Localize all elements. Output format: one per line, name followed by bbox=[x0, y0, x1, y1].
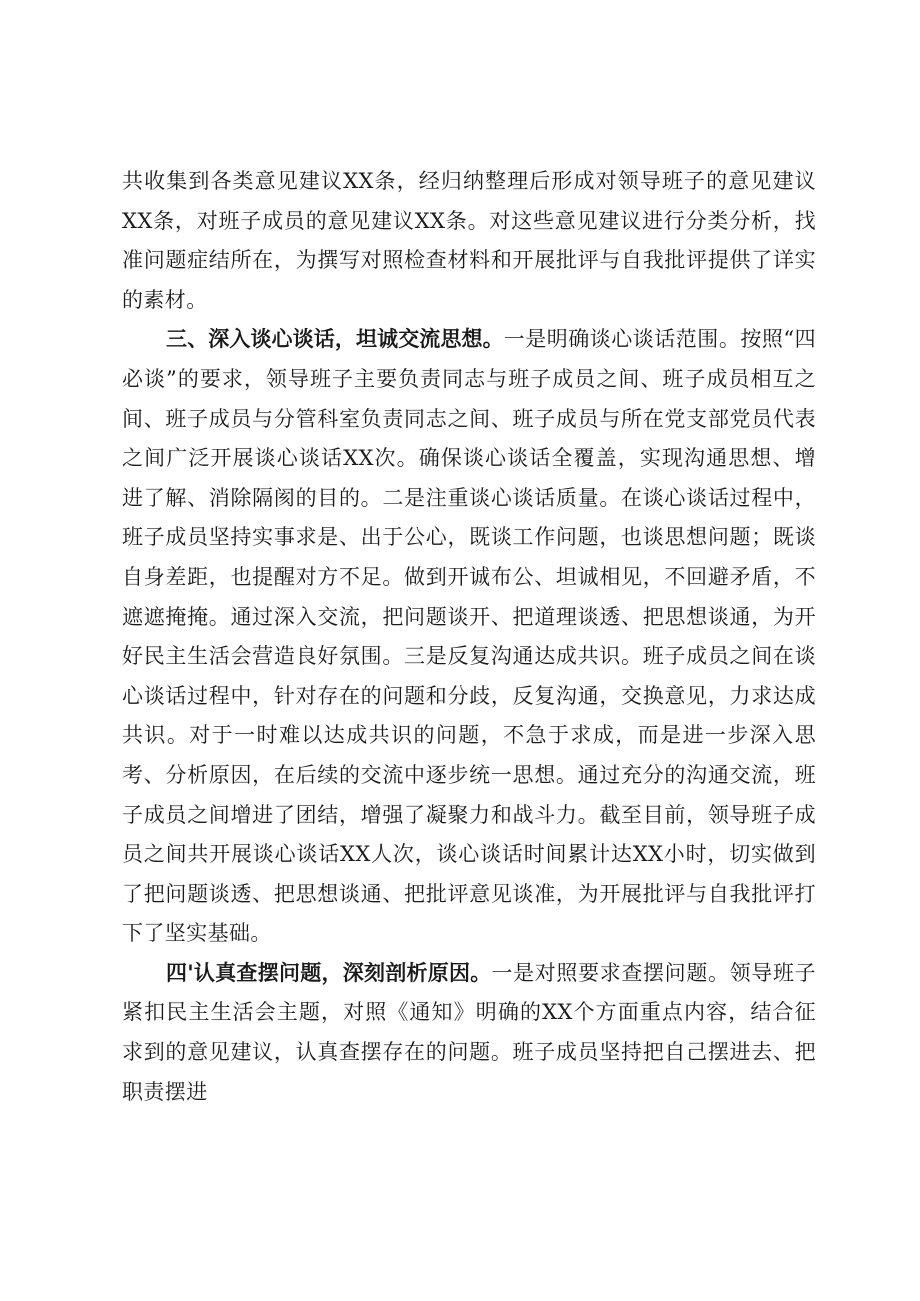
paragraph-3-text: 一是对照要求查摆问题。领导班子紧扣民主生活会主题，对照《通知》明确的XX个方面重点内容，结合征求到的意见建议，认真查摆存在的问题。班子成员坚持把自己摆进去、把职责摆进 bbox=[122, 960, 816, 1104]
paragraph-1-text: 共收集到各类意见建议XX条，经归纳整理后形成对领导班子的意见建议XX条，对班子成员的意见建议XX条。对这些意见建议进行分类分析，找准问题症结所在，为撰写对照检查材料和开展批评与自我批评提供了详实的素材。 bbox=[122, 169, 816, 312]
section-4-heading: 四'认真查摆问题，深刻剖析原因。 bbox=[166, 960, 492, 985]
paragraph-1 bbox=[122, 162, 816, 320]
paragraph-3 bbox=[122, 954, 816, 1112]
paragraph-2-text: 一是明确谈心谈话范围。按照“四必谈”的要求，领导班子主要负责同志与班子成员之间、班子成员相互之间、班子成员与分管科室负责同志之间、班子成员与所在党支部党员代表之间广泛开展谈心谈话XX次。确保谈心谈话全覆盖，实现沟通思想、增进了解、消除隔阂的目的。二是注重谈心谈话质量。在谈心谈话过程中，班子成员坚持实事求是、出于公心，既谈工作问题，也谈思想问题；既谈自身差距，也提醒对方不足。做到开诚布公、坦诚相见，不回避矛盾，不遮遮掩掩。通过深入交流，把问题谈开、把道理谈透、把思想谈通，为开好民主生活会营造良好氛围。三是反复沟通达成共识。班子成员之间在谈心谈话过程中，针对存在的问题和分歧，反复沟通，交换意见，力求达成共识。对于一时难以达成共识的问题，不急于求成，而是进一步深入思考、分析原因，在后续的交流中逐步统一思想。通过充分的沟通交流，班子成员之间增进了团结，增强了凝聚力和战斗力。截至目前，领导班子成员之间共开展谈心谈话XX人次，谈心谈话时间累计达XX小时，切实做到了把问题谈透、把思想谈通、把批评意见谈准，为开展批评与自我批评打下了坚实基础。 bbox=[122, 327, 816, 946]
paragraph-2 bbox=[122, 320, 816, 954]
section-3-heading: 三、深入谈心谈话，坦诚交流思想。 bbox=[166, 327, 504, 352]
document-body bbox=[122, 162, 816, 1112]
